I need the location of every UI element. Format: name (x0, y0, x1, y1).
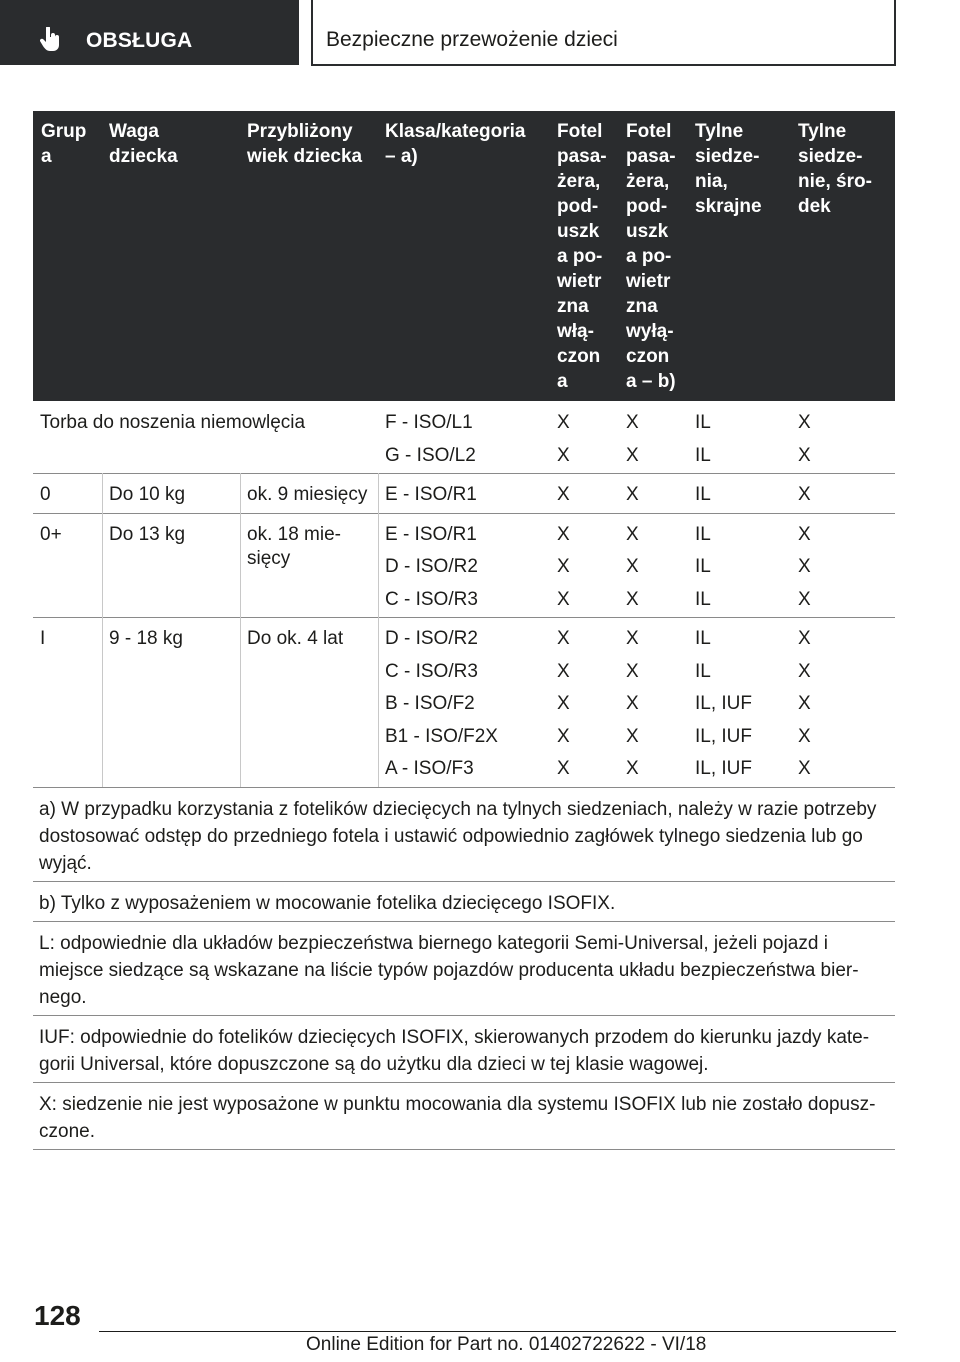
cell-front-on: X (557, 588, 570, 610)
cell-rear-middle: X (798, 412, 811, 433)
cell-rear-outer: IL, IUF (695, 725, 753, 747)
column-separator (102, 473, 103, 513)
chapter-title: Bezpieczne przewożenie dzieci (326, 28, 618, 51)
cell-rear-outer: IL (695, 444, 711, 466)
cell-class: D - ISO/R2 (385, 628, 478, 649)
column-separator (378, 473, 379, 513)
cell-weight: Do 10 kg (109, 484, 186, 505)
cell-rear-outer: IL (695, 628, 711, 649)
cell-rear-outer: IL, IUF (695, 693, 753, 714)
footnote-line: wyjąć. (39, 852, 92, 874)
column-separator (102, 617, 103, 787)
cell-rear-middle: X (798, 725, 811, 747)
cell-rear-outer: IL (695, 660, 711, 682)
cell-front-on: X (557, 758, 570, 779)
cell-front-on: X (557, 484, 570, 505)
cell-group: I (40, 628, 46, 649)
cell-front-off: X (626, 660, 639, 682)
cell-rear-middle: X (798, 628, 811, 649)
cell-weight: 9 - 18 kg (109, 628, 183, 649)
header-weight: Waga dziecka (109, 121, 178, 167)
header-front-airbag-on: Fotel pasa- żera, pod- uszk a po- wietr zna włą- czon a (557, 121, 607, 392)
cell-age: ok. 9 miesięcy (247, 484, 368, 505)
cell-class: C - ISO/R3 (385, 660, 478, 682)
footnote-line: a) W przypadku korzystania z fotelików dziecięcych na tylnych siedzeniach, należy w razie potrzeby (39, 798, 877, 820)
section-tab-label: OBSŁUGA (86, 29, 193, 52)
cell-front-on: X (557, 444, 570, 466)
cell-front-off: X (626, 523, 639, 545)
footer-rule (99, 1331, 896, 1332)
section-tab (0, 0, 299, 65)
cell-front-on: X (557, 628, 570, 649)
header-rear-outer: Tylne siedze- nia, skrajne (695, 121, 762, 217)
cell-front-off: X (626, 725, 639, 747)
cell-front-on: X (557, 412, 570, 433)
cell-rear-outer: IL (695, 523, 711, 545)
cell-class: B - ISO/F2 (385, 693, 475, 714)
cell-class: A - ISO/F3 (385, 758, 474, 779)
footnote-line: gorii Universal, które dopuszczone są do użytku dla dzieci w tej klasie wagowej. (39, 1053, 709, 1075)
header-group: Grup a (41, 121, 87, 167)
footnote-line: IUF: odpowiednie do fotelików dziecięcych ISOFIX, skierowanych przodem do kierunku jazdy kate- (39, 1026, 870, 1048)
cell-class: E - ISO/R1 (385, 523, 477, 545)
cell-front-off: X (626, 693, 639, 714)
column-separator (240, 513, 241, 618)
header-age: Przybliżony wiek dziecka (247, 121, 363, 167)
footnote-line: miejsce siedzące są wskazane na liście typów pojazdów producenta układu bezpieczeństwa bier- (39, 959, 859, 981)
footnote-line: X: siedzenie nie jest wyposażone w punktu mocowania dla systemu ISOFIX lub nie zostało dopusz- (39, 1093, 876, 1115)
cell-front-off: X (626, 484, 639, 505)
cell-class: G - ISO/L2 (385, 444, 476, 466)
cell-group: 0+ (40, 523, 62, 545)
header-front-airbag-off: Fotel pasa- żera, pod- uszk a po- wietr zna wyłą- czon a – b) (626, 121, 676, 392)
cell-class: F - ISO/L1 (385, 412, 473, 433)
header-rear-middle: Tylne siedze- nie, śro- dek (798, 121, 872, 217)
cell-rear-outer: IL, IUF (695, 758, 753, 779)
row-divider (33, 513, 895, 514)
footnote-line: nego. (39, 986, 87, 1008)
footnote-line: L: odpowiednie dla układów bezpieczeństwa biernego kategorii Semi-Universal, jeżeli pojazd i (39, 932, 828, 954)
cell-front-off: X (626, 556, 639, 577)
cell-rear-middle: X (798, 588, 811, 610)
column-separator (378, 617, 379, 787)
footnote (39, 796, 889, 877)
cell-front-on: X (557, 660, 570, 682)
cell-front-off: X (626, 628, 639, 649)
cell-front-on: X (557, 725, 570, 747)
table-header (33, 111, 895, 401)
cell-rear-middle: X (798, 484, 811, 505)
cell-rear-middle: X (798, 660, 811, 682)
footer-edition: Online Edition for Part no. 01402722622 - VI/18 (306, 1334, 707, 1355)
cell-age: ok. 18 mie- (247, 523, 341, 545)
cell-rear-middle: X (798, 758, 811, 779)
cell-class: B1 - ISO/F2X (385, 725, 498, 747)
footnote-line: dostosować odstęp do przedniego fotela i ustawić odpowiednio zagłówek tylnego siedzenia lub go (39, 825, 863, 847)
cell-front-off: X (626, 758, 639, 779)
cell-rear-outer: IL (695, 588, 711, 610)
cell-group: Torba do noszenia niemowlęcia (40, 412, 306, 433)
cell-rear-outer: IL (695, 412, 711, 433)
cell-age: Do ok. 4 lat (247, 628, 344, 649)
cell-front-on: X (557, 523, 570, 545)
cell-front-on: X (557, 693, 570, 714)
cell-rear-outer: IL (695, 484, 711, 505)
row-divider (33, 617, 895, 618)
cell-age: sięcy (247, 547, 291, 569)
note-divider (33, 1015, 895, 1016)
chapter-header (311, 0, 896, 66)
cell-rear-middle: X (798, 556, 811, 577)
cell-front-off: X (626, 412, 639, 433)
footnote (39, 1091, 889, 1145)
cell-rear-middle: X (798, 523, 811, 545)
note-divider (33, 1082, 895, 1083)
footnote-line: czone. (39, 1120, 95, 1142)
cell-front-off: X (626, 444, 639, 466)
note-divider (33, 921, 895, 922)
cell-rear-middle: X (798, 693, 811, 714)
cell-class: D - ISO/R2 (385, 556, 478, 577)
cell-weight: Do 13 kg (109, 523, 186, 545)
hand-pointer-icon (40, 27, 62, 51)
cell-rear-middle: X (798, 444, 811, 466)
column-separator (102, 513, 103, 618)
cell-front-off: X (626, 588, 639, 610)
footnote (39, 930, 889, 1011)
footnote-line: b) Tylko z wyposażeniem w mocowanie fotelika dziecięcego ISOFIX. (39, 892, 616, 914)
column-separator (240, 473, 241, 513)
footnote (39, 890, 889, 917)
column-separator (240, 617, 241, 787)
cell-front-on: X (557, 556, 570, 577)
cell-class: E - ISO/R1 (385, 484, 477, 505)
column-separator (378, 513, 379, 618)
note-divider (33, 1149, 895, 1150)
note-divider (33, 881, 895, 882)
row-divider (33, 787, 895, 788)
page-number: 128 (34, 1300, 81, 1331)
row-divider (33, 473, 895, 474)
header-class: Klasa/kategoria – a) (385, 121, 526, 167)
cell-class: C - ISO/R3 (385, 588, 478, 610)
cell-group: 0 (40, 484, 51, 505)
footnote (39, 1024, 889, 1078)
cell-rear-outer: IL (695, 556, 711, 577)
